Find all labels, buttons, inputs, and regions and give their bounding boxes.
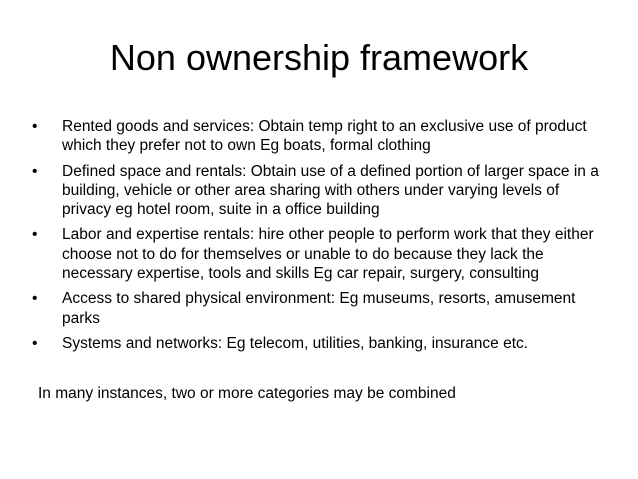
bullet-list xyxy=(32,117,611,359)
bullet-item xyxy=(32,334,611,353)
bullet-text: Systems and networks: Eg telecom, utilities, banking, insurance etc. xyxy=(62,334,529,352)
bullet-text: Rented goods and services: Obtain temp right to an exclusive use of product which they prefer not to own Eg boats, formal clothing xyxy=(62,118,587,155)
bullet-text: Access to shared physical environment: Eg museums, resorts, amusement parks xyxy=(62,290,576,327)
bullet-item xyxy=(32,162,611,220)
slide-title: Non ownership framework xyxy=(109,37,529,78)
bullet-item xyxy=(32,117,611,156)
bullet-text: Labor and expertise rentals: hire other people to perform work that they either choose not to do for themselves or unable to do because they lack the necessary expertise, tools and skills Eg car repair, surgery, consulting xyxy=(62,226,594,283)
bullet-item xyxy=(32,289,611,328)
bullet-icon: • xyxy=(32,290,38,308)
bullet-icon: • xyxy=(32,334,38,352)
bullet-icon: • xyxy=(32,162,38,180)
bullet-item xyxy=(32,225,611,283)
bullet-text: Defined space and rentals: Obtain use of a defined portion of larger space in a building, vehicle or other area sharing with others under varying levels of privacy eg hotel room, suite in a office building xyxy=(62,162,599,219)
bullet-icon: • xyxy=(32,226,38,244)
closing-text: In many instances, two or more categories may be combined xyxy=(38,385,456,402)
bullet-icon: • xyxy=(32,118,38,135)
